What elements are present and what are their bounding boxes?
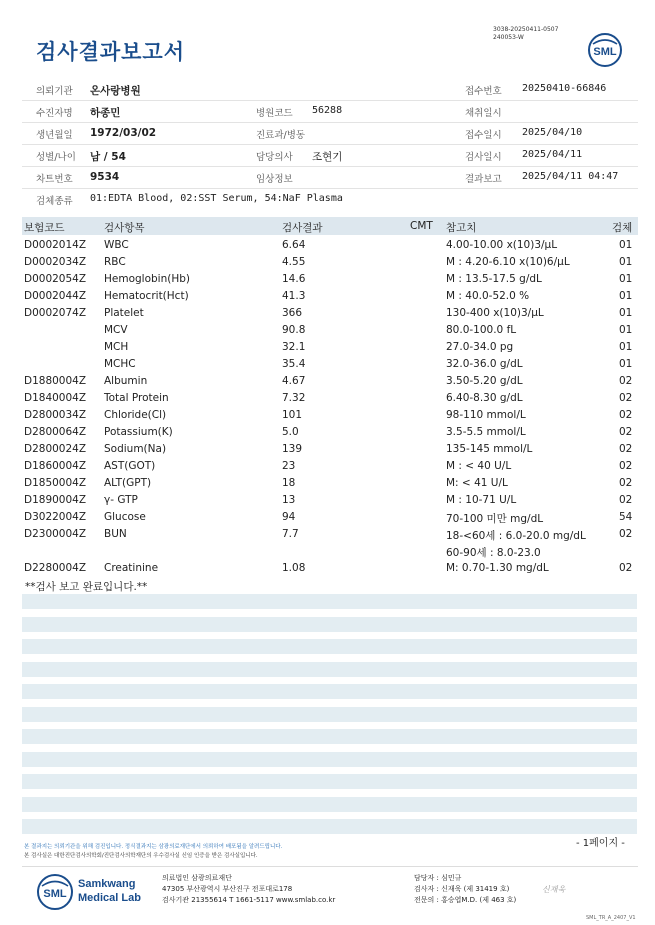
collect-label: 채취일시 xyxy=(465,108,502,119)
empty-band xyxy=(22,819,637,834)
test-date-value: 2025/04/11 xyxy=(522,149,583,160)
dob-value: 1972/03/02 xyxy=(90,127,157,139)
result-code: D0002014Z xyxy=(24,239,87,251)
empty-band xyxy=(22,594,637,609)
result-ref: 135-145 mmol/L xyxy=(446,443,533,455)
result-item: RBC xyxy=(104,256,126,268)
info-row-dob xyxy=(22,123,638,145)
result-code: D0002074Z xyxy=(24,307,87,319)
result-item: ALT(GPT) xyxy=(104,477,152,489)
result-ref: M : < 40 U/L xyxy=(446,460,512,472)
result-code: D2800034Z xyxy=(24,409,87,421)
doctor-label: 담당의사 xyxy=(256,152,293,163)
result-ref: 130-400 x(10)3/μL xyxy=(446,307,544,319)
result-item: MCHC xyxy=(104,358,136,370)
result-result: 32.1 xyxy=(282,341,306,353)
result-ref: 6.40-8.30 g/dL xyxy=(446,392,523,404)
result-ref: 27.0-34.0 pg xyxy=(446,341,514,353)
result-spec: 01 xyxy=(619,358,633,370)
result-result: 18 xyxy=(282,477,296,489)
org-address: 47305 부산광역시 부산진구 전포대로178 xyxy=(162,885,293,893)
result-spec: 01 xyxy=(619,290,633,302)
result-code: D1860004Z xyxy=(24,460,87,472)
result-result: 139 xyxy=(282,443,303,455)
samkwang-name-1: Samkwang xyxy=(78,878,136,890)
footer-divider xyxy=(22,866,638,867)
result-result: 6.64 xyxy=(282,239,306,251)
samkwang-logo-mark xyxy=(36,873,76,911)
result-result: 7.32 xyxy=(282,392,306,404)
result-result: 35.4 xyxy=(282,358,306,370)
result-code: D0002034Z xyxy=(24,256,87,268)
results-table xyxy=(22,237,638,594)
result-result: 14.6 xyxy=(282,273,306,285)
result-ref: M : 4.20-6.10 x(10)6/μL xyxy=(446,256,570,268)
institution-value: 온사랑병원 xyxy=(90,85,141,97)
empty-band xyxy=(22,752,637,767)
receipt-date-label: 접수일시 xyxy=(465,130,502,141)
result-result: 41.3 xyxy=(282,290,306,302)
result-result: 366 xyxy=(282,307,303,319)
result-code: D2800064Z xyxy=(24,426,87,438)
result-spec: 02 xyxy=(619,409,633,421)
result-row xyxy=(22,271,638,288)
empty-band xyxy=(22,797,637,812)
result-spec: 01 xyxy=(619,239,633,251)
result-item: AST(GOT) xyxy=(104,460,156,472)
result-ref: 4.00-10.00 x(10)3/μL xyxy=(446,239,558,251)
result-item: WBC xyxy=(104,239,129,251)
result-spec: 02 xyxy=(619,443,633,455)
result-item: Sodium(Na) xyxy=(104,443,167,455)
result-row xyxy=(22,475,638,492)
hosp-code-label: 병원코드 xyxy=(256,108,293,119)
chart-value: 9534 xyxy=(90,171,120,183)
result-code: D2300004Z xyxy=(24,528,87,540)
clinical-label: 임상정보 xyxy=(256,174,293,185)
header-item: 검사항목 xyxy=(104,222,145,234)
header-spec: 검체 xyxy=(612,222,633,234)
patient-value: 하종민 xyxy=(90,107,121,119)
result-ref: 60-90세 : 8.0-23.0 xyxy=(446,547,541,559)
result-row xyxy=(22,356,638,373)
result-item: Creatinine xyxy=(104,562,159,574)
footer-notes xyxy=(24,843,282,861)
result-ref: 18-<60세 : 6.0-20.0 mg/dL xyxy=(446,530,586,542)
result-spec: 54 xyxy=(619,511,633,523)
receipt-date-value: 2025/04/10 xyxy=(522,127,583,138)
empty-band xyxy=(22,729,637,744)
result-code: D1840004Z xyxy=(24,392,87,404)
result-item: Glucose xyxy=(104,511,146,523)
result-code: D1890004Z xyxy=(24,494,87,506)
org-name: 의료법인 삼광의료재단 xyxy=(162,874,232,882)
result-spec: 02 xyxy=(619,375,633,387)
result-item: MCV xyxy=(104,324,128,336)
result-row xyxy=(22,543,638,560)
empty-band xyxy=(22,639,637,654)
result-code: D2800024Z xyxy=(24,443,87,455)
samkwang-logo-abbr: SML xyxy=(43,888,67,900)
staff-tester: 검사자 : 신재욱 (제 31419 호) xyxy=(414,885,510,893)
result-result: 7.7 xyxy=(282,528,299,540)
header-cmt: CMT xyxy=(410,220,433,232)
results-header xyxy=(22,217,638,235)
result-spec: 01 xyxy=(619,273,633,285)
report-complete-text: **검사 보고 완료입니다.** xyxy=(25,581,148,593)
result-spec: 02 xyxy=(619,494,633,506)
result-row xyxy=(22,373,638,390)
result-item: γ- GTP xyxy=(104,494,138,506)
result-spec: 02 xyxy=(619,392,633,404)
receipt-no-label: 접수번호 xyxy=(465,86,502,97)
header-code: 보험코드 xyxy=(24,222,65,234)
result-result: 101 xyxy=(282,409,303,421)
result-item: Albumin xyxy=(104,375,148,387)
result-item: Potassium(K) xyxy=(104,426,173,438)
test-date-label: 검사일시 xyxy=(465,152,502,163)
result-row xyxy=(22,458,638,475)
report-label: 결과보고 xyxy=(465,174,502,185)
result-spec: 02 xyxy=(619,477,633,489)
report-value: 2025/04/11 04:47 xyxy=(522,171,619,182)
result-item: BUN xyxy=(104,528,127,540)
result-row xyxy=(22,509,638,526)
result-result: 4.55 xyxy=(282,256,306,268)
page-number: - 1페이지 - xyxy=(576,838,625,849)
result-item: MCH xyxy=(104,341,129,353)
result-spec: 02 xyxy=(619,426,633,438)
result-row xyxy=(22,560,638,577)
patient-info xyxy=(22,79,638,210)
result-item: Hemoglobin(Hb) xyxy=(104,273,191,285)
result-ref: M: 0.70-1.30 mg/dL xyxy=(446,562,549,574)
result-spec: 01 xyxy=(619,324,633,336)
result-ref: M : 10-71 U/L xyxy=(446,494,517,506)
info-row-patient xyxy=(22,101,638,123)
staff-info xyxy=(414,873,516,906)
patient-label: 수진자명 xyxy=(36,108,73,119)
result-spec: 02 xyxy=(619,460,633,472)
specimen-value: 01:EDTA Blood, 02:SST Serum, 54:NaF Plasma xyxy=(90,193,343,204)
institution-label: 의뢰기관 xyxy=(36,86,73,97)
samkwang-name-2: Medical Lab xyxy=(78,892,141,904)
sml-logo xyxy=(587,32,623,68)
sex-age-label: 성별/나이 xyxy=(36,152,76,163)
receipt-no-value: 20250410-66846 xyxy=(522,83,607,94)
info-row-institution xyxy=(22,79,638,101)
dob-label: 생년월일 xyxy=(36,130,73,141)
result-ref: 98-110 mmol/L xyxy=(446,409,526,421)
empty-band xyxy=(22,684,637,699)
result-row xyxy=(22,424,638,441)
header-ref: 참고치 xyxy=(446,222,477,234)
result-row xyxy=(22,407,638,424)
dept-label: 진료과/병동 xyxy=(256,130,306,141)
result-row xyxy=(22,237,638,254)
result-spec: 01 xyxy=(619,307,633,319)
result-spec: 02 xyxy=(619,562,633,574)
info-row-chart xyxy=(22,167,638,189)
result-result: 4.67 xyxy=(282,375,306,387)
sex-age-value: 남 / 54 xyxy=(90,151,126,163)
result-code: D0002044Z xyxy=(24,290,87,302)
result-item: Hematocrit(Hct) xyxy=(104,290,189,302)
result-row xyxy=(22,492,638,509)
staff-specialist: 전문의 : 홍승엽M.D. (제 463 호) xyxy=(414,896,517,904)
doctor-value: 조현기 xyxy=(312,151,343,163)
footer-note-1: 본 결과지는 의뢰기관을 위해 검진입니다. 정식결과지는 삼광의료재단에서 의뢰하여 배포됨을 알려드립니다. xyxy=(24,844,283,850)
specimen-label: 검체종류 xyxy=(36,196,73,207)
info-row-sex-age xyxy=(22,145,638,167)
staff-manager: 담당자 : 심민규 xyxy=(414,874,462,882)
result-result: 1.08 xyxy=(282,562,306,574)
result-result: 5.0 xyxy=(282,426,299,438)
footer-note-2: 본 검사실은 대한진단검사의학회/진단검사의학재단의 우수검사실 신임 인증을 받은 검사실입니다. xyxy=(24,853,258,859)
result-ref: 70-100 미만 mg/dL xyxy=(446,513,544,525)
result-row xyxy=(22,322,638,339)
result-row xyxy=(22,441,638,458)
chart-label: 차트번호 xyxy=(36,174,73,185)
form-code: SML_TR_A_2407_V1 xyxy=(586,915,636,921)
result-code: D1880004Z xyxy=(24,375,87,387)
result-row xyxy=(22,390,638,407)
empty-band xyxy=(22,617,637,632)
document-number: 3038-20250411-0507 240053-W xyxy=(493,26,559,41)
result-code: D2280004Z xyxy=(24,562,87,574)
result-item: Platelet xyxy=(104,307,144,319)
result-code: D1850004Z xyxy=(24,477,87,489)
report-complete-note xyxy=(22,577,638,594)
empty-band xyxy=(22,707,637,722)
result-item: Chloride(Cl) xyxy=(104,409,167,421)
result-result: 23 xyxy=(282,460,296,472)
result-result: 13 xyxy=(282,494,296,506)
header-result: 검사결과 xyxy=(282,222,323,234)
sml-logo-text: SML xyxy=(593,46,617,58)
empty-band xyxy=(22,662,637,677)
info-row-specimen xyxy=(22,189,638,210)
org-info xyxy=(162,873,335,906)
result-row xyxy=(22,305,638,322)
samkwang-logo xyxy=(36,873,144,911)
result-spec: 01 xyxy=(619,341,633,353)
result-row xyxy=(22,288,638,305)
result-result: 94 xyxy=(282,511,296,523)
result-ref: M : 13.5-17.5 g/dL xyxy=(446,273,542,285)
org-contact: 검사기관 21355614 T 1661-5117 www.smlab.co.kr xyxy=(162,896,336,904)
empty-band xyxy=(22,774,637,789)
result-code: D3022004Z xyxy=(24,511,87,523)
result-spec: 02 xyxy=(619,528,633,540)
hosp-code-value: 56288 xyxy=(312,105,343,116)
result-code: D0002054Z xyxy=(24,273,87,285)
result-result: 90.8 xyxy=(282,324,306,336)
result-ref: M: < 41 U/L xyxy=(446,477,508,489)
result-item: Total Protein xyxy=(104,392,169,404)
result-row xyxy=(22,526,638,543)
report-title: 검사결과보고서 xyxy=(36,40,186,64)
result-spec: 01 xyxy=(619,256,633,268)
result-row xyxy=(22,339,638,356)
signature: 신재욱 xyxy=(542,885,566,894)
result-ref: 80.0-100.0 fL xyxy=(446,324,517,336)
result-ref: 3.50-5.20 g/dL xyxy=(446,375,523,387)
result-ref: M : 40.0-52.0 % xyxy=(446,290,530,302)
result-ref: 32.0-36.0 g/dL xyxy=(446,358,523,370)
result-row xyxy=(22,254,638,271)
result-ref: 3.5-5.5 mmol/L xyxy=(446,426,526,438)
